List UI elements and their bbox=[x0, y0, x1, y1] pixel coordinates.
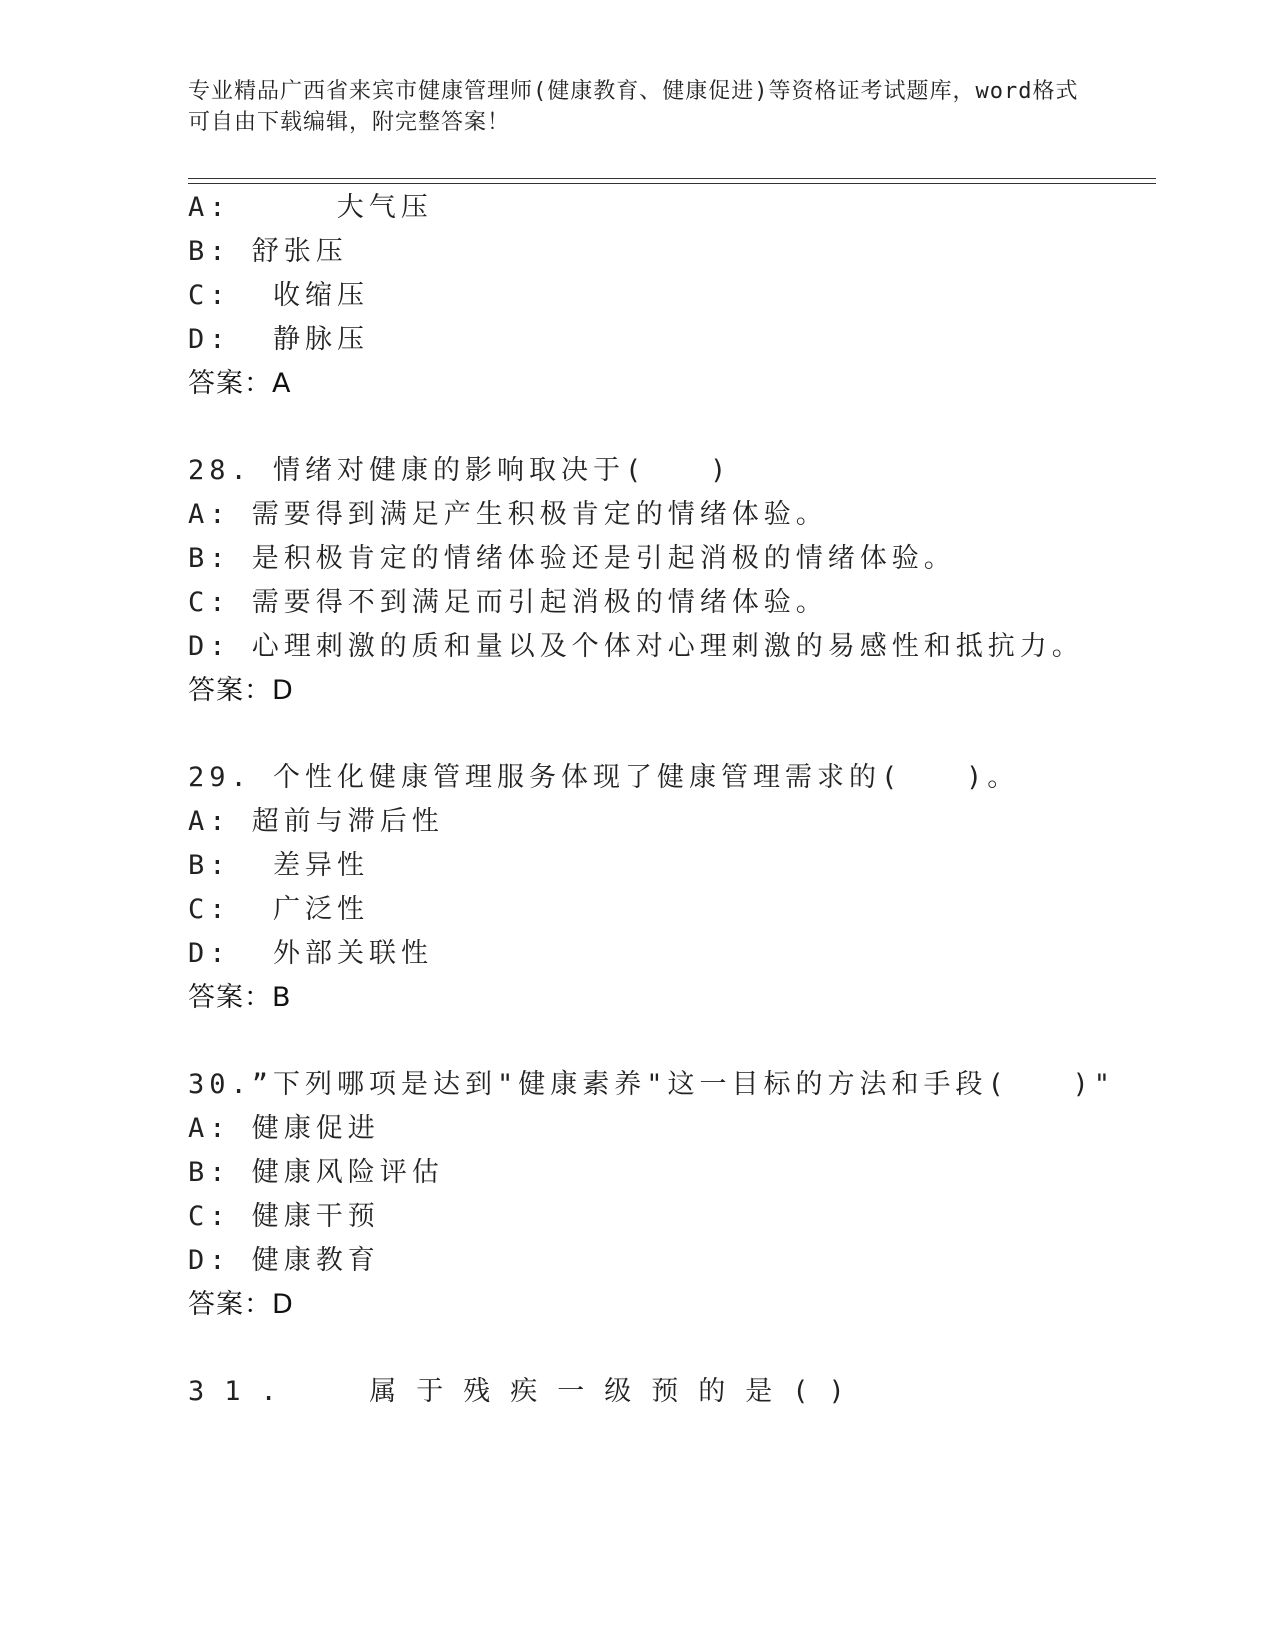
option-a: A: 超前与滞后性 bbox=[188, 806, 444, 837]
option-c: C: 健康干预 bbox=[188, 1201, 380, 1232]
option-d: D: 健康教育 bbox=[188, 1245, 380, 1276]
answer-label: 答案：D bbox=[188, 1289, 294, 1320]
header-divider-top bbox=[188, 178, 1156, 179]
option-c: C: 收缩压 bbox=[188, 280, 370, 311]
question-30: 30.”下列哪项是达到"健康素养"这一目标的方法和手段( )" bbox=[188, 1069, 1116, 1100]
option-a: A: 需要得到满足产生积极肯定的情绪体验。 bbox=[188, 499, 828, 530]
option-c: C: 广泛性 bbox=[188, 894, 370, 925]
document-header: 专业精品广西省来宾市健康管理师(健康教育、健康促进)等资格证考试题库，word格式可自由下载编辑，附完整答案！ bbox=[188, 79, 1079, 135]
answer-label: 答案：D bbox=[188, 675, 294, 706]
answer-label: 答案：B bbox=[188, 982, 292, 1013]
option-b: B: 是积极肯定的情绪体验还是引起消极的情绪体验。 bbox=[188, 543, 956, 574]
option-a: A: 大气压 bbox=[188, 192, 433, 223]
option-b: B: 舒张压 bbox=[188, 236, 348, 267]
header-divider-bottom bbox=[188, 183, 1156, 184]
question-28: 28. 情绪对健康的影响取决于( ) bbox=[188, 455, 732, 486]
option-b: B: 健康风险评估 bbox=[188, 1157, 444, 1188]
option-d: D: 外部关联性 bbox=[188, 938, 434, 969]
answer-label: 答案：A bbox=[188, 368, 292, 399]
question-31: 31. 属于残疾一级预的是() bbox=[188, 1376, 865, 1407]
option-d: D: 静脉压 bbox=[188, 324, 370, 355]
option-c: C: 需要得不到满足而引起消极的情绪体验。 bbox=[188, 587, 828, 618]
question-29: 29. 个性化健康管理服务体现了健康管理需求的( )。 bbox=[188, 762, 1020, 793]
option-b: B: 差异性 bbox=[188, 850, 370, 881]
option-a: A: 健康促进 bbox=[188, 1113, 380, 1144]
option-d: D: 心理刺激的质和量以及个体对心理刺激的易感性和抵抗力。 bbox=[188, 631, 1084, 662]
